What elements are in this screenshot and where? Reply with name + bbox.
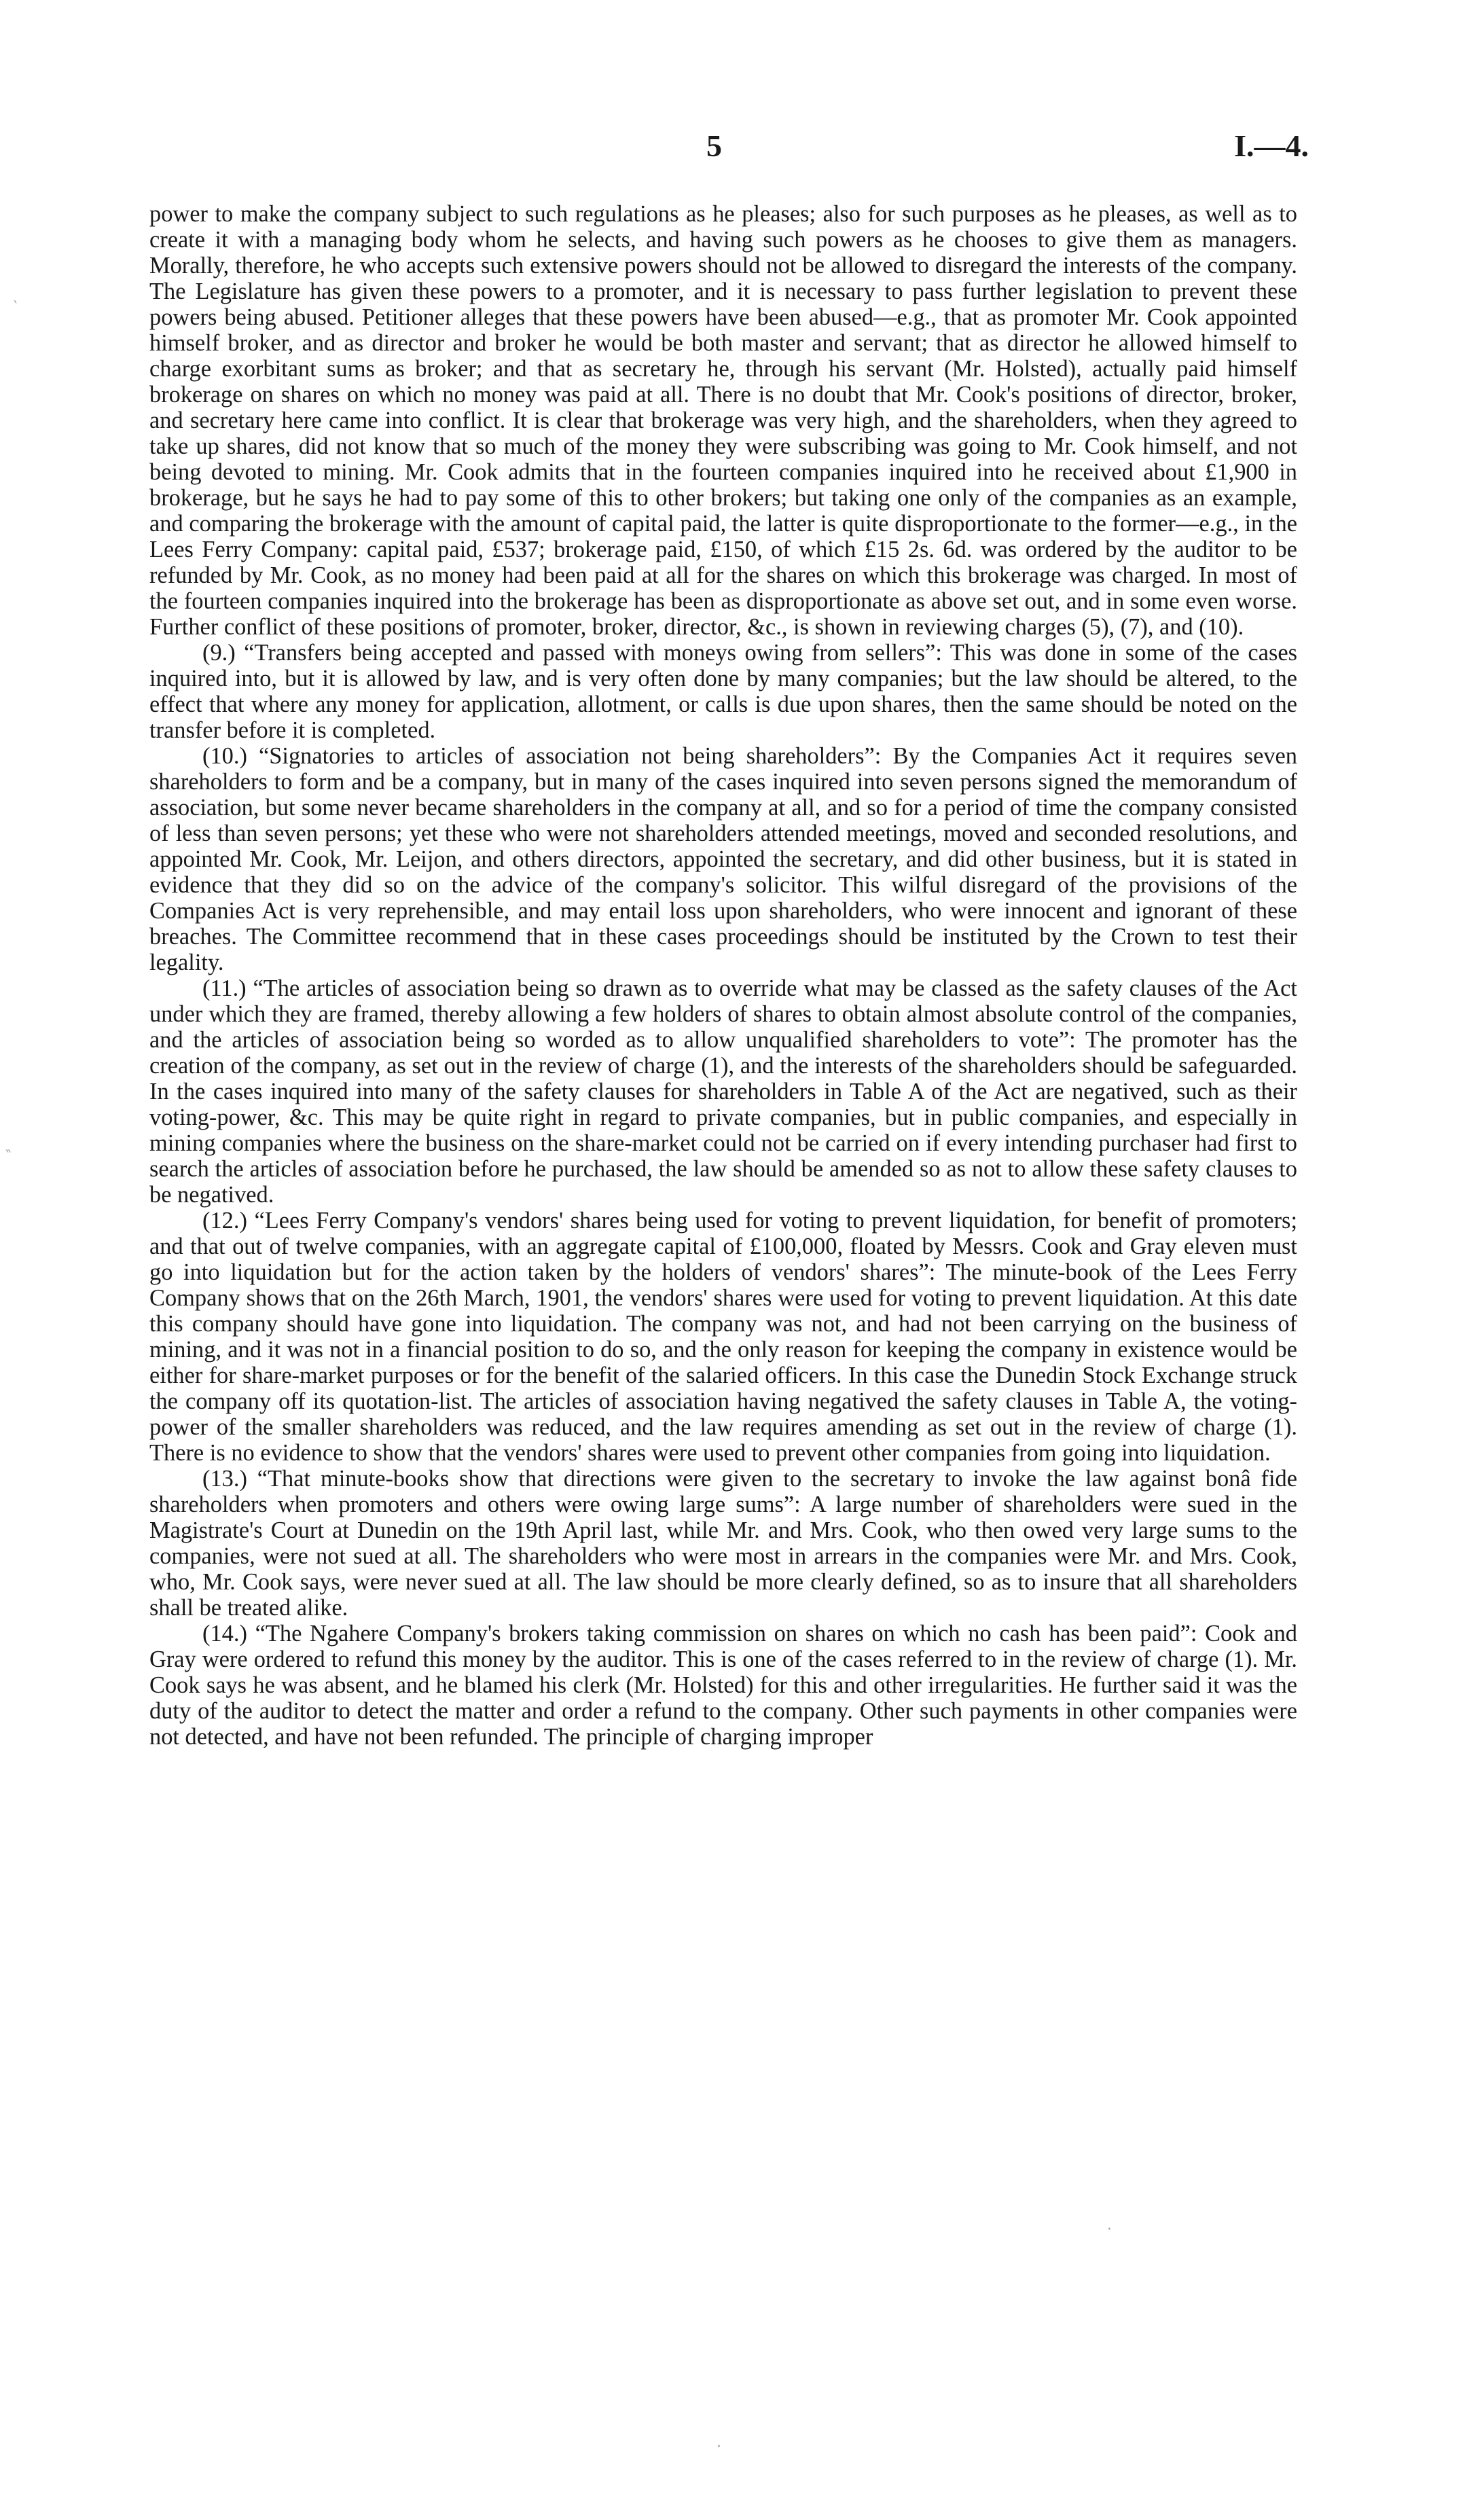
margin-speck: ·	[717, 2438, 721, 2455]
body-text	[149, 201, 1297, 1750]
paragraph-charge-13: (13.) “That minute-books show that directions were given to the secretary to invoke the law against bonâ fide shareholders when promoters and others were owing large sums”: A large number of shareholders were sued in the Magistrate's Court at Dunedin on the 19th April last, while Mr. and Mrs. Cook, who then owed very large sums to the companies, were not sued at all. The shareholders who were most in arrears in the companies were Mr. and Mrs. Cook, who, Mr. Cook says, were never sued at all. The law should be more clearly defined, so as to insure that all shareholders shall be treated alike.	[149, 1466, 1297, 1621]
paragraph-promoter-powers: power to make the company subject to such regulations as he pleases; also for such purposes as he pleases, as well as to create it with a managing body whom he selects, and having such powers as he chooses to give them as managers. Morally, therefore, he who accepts such extensive powers should not be allowed to disregard the interests of the company. The Legislature has given these powers to a promoter, and it is necessary to pass further legislation to prevent these powers being abused. Petitioner alleges that these powers have been abused—e.g., that as promoter Mr. Cook appointed himself broker, and as director and broker he would be both master and servant; that as director he allowed himself to charge exorbitant sums as broker; and that as secretary he, through his servant (Mr. Holsted), actually paid himself brokerage on shares on which no money was paid at all. There is no doubt that Mr. Cook's positions of director, broker, and secretary here came into conflict. It is clear that brokerage was very high, and the shareholders, when they agreed to take up shares, did not know that so much of the money they were subscribing was going to Mr. Cook himself, and not being devoted to mining. Mr. Cook admits that in the fourteen companies inquired into he received about £1,900 in brokerage, but he says he had to pay some of this to other brokers; but taking one only of the companies as an example, and comparing the brokerage with the amount of capital paid, the latter is quite disproportionate to the former—e.g., in the Lees Ferry Company: capital paid, £537; brokerage paid, £150, of which £15 2s. 6d. was ordered by the auditor to be refunded by Mr. Cook, as no money had been paid at all for the shares on which this brokerage was charged. In most of the fourteen companies inquired into the brokerage has been as disproportionate as above set out, and in some even worse. Further conflict of these positions of promoter, broker, director, &c., is shown in reviewing charges (5), (7), and (10).	[149, 201, 1297, 640]
margin-speck: ‶	[5, 1148, 12, 1165]
paragraph-charge-10: (10.) “Signatories to articles of association not being shareholders”: By the Companies Act it requires seven shareholders to form and be a company, but in many of the cases inquired into seven persons signed the memorandum of association, but some never became shareholders in the company at all, and so for a period of time the company consisted of less than seven persons; yet these who were not shareholders attended meetings, moved and seconded resolutions, and appointed Mr. Cook, Mr. Leijon, and others directors, appointed the secretary, and did other business, but it is stated in evidence that they did so on the advice of the company's solicitor. This wilful disregard of the provisions of the Companies Act is very reprehensible, and may entail loss upon shareholders, who were innocent and ignorant of these breaches. The Committee recommend that in these cases proceedings should be instituted by the Crown to test their legality.	[149, 743, 1297, 975]
paragraph-charge-14: (14.) “The Ngahere Company's brokers taking commission on shares on which no cash has been paid”: Cook and Gray were ordered to refund this money by the auditor. This is one of the cases referred to in the review of charge (1). Mr. Cook says he was absent, and he blamed his clerk (Mr. Holsted) for this and other irregularities. He further said it was the duty of the auditor to detect the matter and order a refund to the company. Other such payments in other companies were not detected, and have not been refunded. The principle of charging improper	[149, 1621, 1297, 1750]
paragraph-charge-9: (9.) “Transfers being accepted and passed with moneys owing from sellers”: This was done in some of the cases inquired into, but it is allowed by law, and is very often done by many companies; but the law should be altered, to the effect that where any money for application, allotment, or calls is due upon shares, then the same should be noted on the transfer before it is completed.	[149, 640, 1297, 743]
page-number: 5	[706, 128, 722, 163]
paragraph-charge-11: (11.) “The articles of association being so drawn as to override what may be classed as the safety clauses of the Act under which they are framed, thereby allowing a few holders of shares to obtain almost absolute control of the companies, and the articles of association being so worded as to allow unqualified shareholders to vote”: The promoter has the creation of the company, as set out in the review of charge (1), and the interests of the shareholders should be safeguarded. In the cases inquired into many of the safety clauses for shareholders in Table A of the Act are negatived, such as their voting-power, &c. This may be quite right in regard to private companies, but in public companies, and especially in mining companies where the business on the share-market could not be carried on if every intending purchaser had first to search the articles of association before he purchased, the law should be amended so as not to allow these safety clauses to be negatived.	[149, 975, 1297, 1208]
document-reference: I.—4.	[1234, 128, 1309, 163]
margin-speck: ·	[1107, 2221, 1112, 2238]
margin-speck: ‵	[14, 299, 17, 316]
page-header	[0, 128, 1484, 168]
paragraph-charge-12: (12.) “Lees Ferry Company's vendors' shares being used for voting to prevent liquidation, for benefit of promoters; and that out of twelve companies, with an aggregate capital of £100,000, floated by Messrs. Cook and Gray eleven must go into liquidation but for the action taken by the holders of vendors' shares”: The minute-book of the Lees Ferry Company shows that on the 26th March, 1901, the vendors' shares were used for voting to prevent liquidation. At this date this company should have gone into liquidation. The company was not, and had not been carrying on the business of mining, and it was not in a financial position to do so, and the only reason for keeping the company in existence would be either for share-market purposes or for the benefit of the salaried officers. In this case the Dunedin Stock Exchange struck the company off its quotation-list. The articles of association having negatived the safety clauses in Table A, the voting-power of the smaller shareholders was reduced, and the law requires amending as set out in the review of charge (1). There is no evidence to show that the vendors' shares were used to prevent other companies from going into liquidation.	[149, 1208, 1297, 1466]
